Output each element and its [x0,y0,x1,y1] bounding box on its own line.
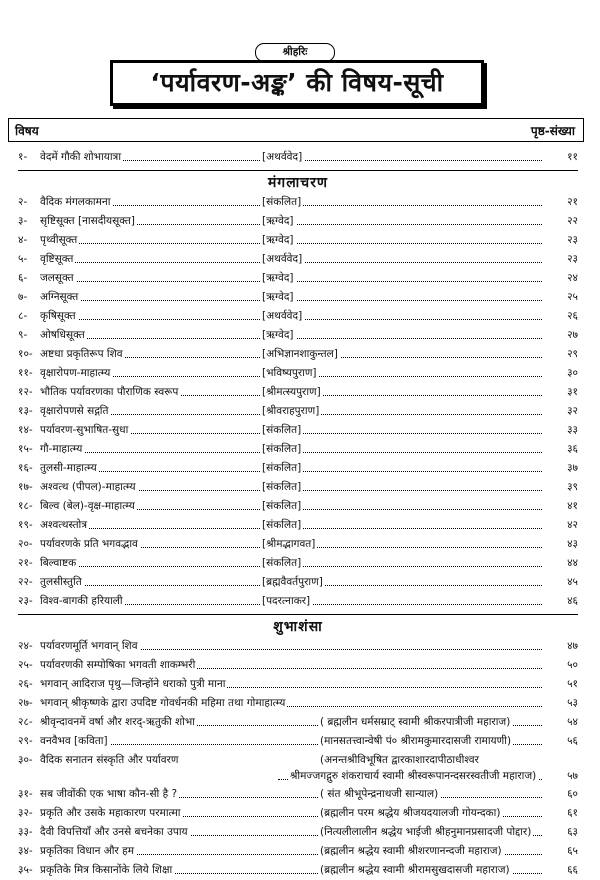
entry-page-number: ३७ [544,461,578,475]
entry-number: २२- [18,576,33,588]
toc-entry[interactable] [18,326,578,345]
entry-number: ३२- [18,807,33,819]
entry-source: [संकलित] [262,462,302,474]
entry-page-number: ३३ [544,423,578,437]
entry-title: अश्वत्थ (पीपल)-माहात्म्य [40,481,136,493]
entry-page-number: ११ [544,150,578,164]
entry-number: १५- [18,443,33,455]
entry-page-number: २३ [544,252,578,266]
toc-entry[interactable] [18,842,578,861]
entry-title: पर्यावरणकी सम्पोषिका भगवती शाकम्भरी [40,659,196,671]
entry-title: भौतिक पर्यावरणका पौराणिक स्वरूप [40,386,179,398]
entry-source: [श्रीमत्स्यपुराण] [262,386,321,398]
toc-entry[interactable] [18,713,578,732]
entry-page-number: ५६ [544,734,578,748]
toc-entry[interactable] [18,785,578,804]
entry-source: [ऋग्वेद] [262,234,294,246]
entry-title: भगवान् आदिराज पृथु—जिन्होंने धराको पुत्री माना [40,678,226,690]
column-subject-label: विषय [15,124,39,138]
entry-page-number: ३९ [544,480,578,494]
entry-title: पर्यावरणके प्रति भगवद्भाव [40,538,138,550]
entry-title: पर्यावरणमूर्ति भगवान् शिव [40,640,138,652]
page-title: ‘पर्यावरण-अङ्क’ की विषय-सूची [110,60,484,106]
entry-source: [भविष्यपुराण] [262,367,317,379]
entry-source: ( संत श्रीभूपेन्द्रनाथजी सान्याल) [320,788,439,800]
toc-entry[interactable] [18,637,578,656]
entry-page-number: ४४ [544,556,578,570]
toc-entry[interactable] [18,193,578,212]
toc-entry[interactable] [18,459,578,478]
entry-page-number: २१ [544,195,578,209]
entry-title: वनवैभव [कविता] [40,735,108,747]
entry-number: ११- [18,367,33,379]
entry-source: [संकलित] [262,500,302,512]
entry-title: वृक्षारोपण-माहात्म्य [40,367,111,379]
toc-entry[interactable] [18,861,578,880]
section-heading: मंगलाचरण [267,175,329,191]
entry-title: वेदमें गौकी शोभायात्रा [40,151,122,163]
entry-number: ९- [18,329,28,341]
toc-entry[interactable] [18,823,578,842]
entry-number: ५- [18,253,28,265]
section-heading: शुभाशंसा [273,619,323,635]
entry-page-number: २३ [544,233,578,247]
entry-source: (नित्यलीलालीन श्रद्धेय भाईजी श्रीहनुमानप्रसादजी पोद्दार) [320,826,532,838]
entry-source: [संकलित] [262,196,302,208]
entry-page-number: ५७ [544,769,578,783]
entry-page-number: ५० [544,658,578,672]
toc-entry[interactable] [18,269,578,288]
entry-number: २४- [18,640,33,652]
entry-number: १- [18,151,28,163]
entry-page-number: ३१ [544,385,578,399]
toc-entry[interactable] [18,478,578,497]
entry-number: ४- [18,234,28,246]
toc-entry[interactable] [18,250,578,269]
entry-number: ३३- [18,826,33,838]
toc-entry[interactable] [18,804,578,823]
entry-title: अष्टधा प्रकृतिरूप शिव [40,348,123,360]
entry-page-number: ५४ [544,715,578,729]
entry-source: [संकलित] [262,519,302,531]
toc-entry[interactable] [18,345,578,364]
entry-title: पर्यावरण-सुभाषित-सुधा [40,424,129,436]
entry-title: सृष्टिसूक्त [नासदीयसूक्त] [40,215,135,227]
toc-entry[interactable] [18,212,578,231]
entry-number: २६- [18,678,33,690]
toc-entry[interactable] [18,231,578,250]
section-divider [18,170,578,171]
toc-entry[interactable] [18,751,578,785]
entry-number: २५- [18,659,33,671]
entry-page-number: ४१ [544,499,578,513]
entry-page-number: २९ [544,347,578,361]
entry-source: [अभिज्ञानशाकुन्तल] [262,348,338,360]
entry-source: [ऋग्वेद] [262,272,294,284]
entry-title: वृक्षारोपणसे सद्गति [40,405,109,417]
entry-page-number: ४२ [544,518,578,532]
entry-source: [संकलित] [262,481,302,493]
entry-source-line2: श्रीमज्जगद्गुरु शंकराचार्य स्वामी श्रीस्वरूपानन्दसरस्वतीजी महाराज) [290,770,537,782]
entry-title: तुलसी-माहात्म्य [40,462,97,474]
entry-title: ओषधिसूक्त [40,329,85,341]
entry-page-number: ५१ [544,677,578,691]
entry-number: १२- [18,386,33,398]
entry-number: १९- [18,519,33,531]
entry-title: अग्निसूक्त [40,291,79,303]
toc-entry[interactable] [18,573,578,592]
toc-entry[interactable] [18,402,578,421]
entry-page-number: ६६ [544,863,578,877]
entry-title: भगवान् श्रीकृष्णके द्वारा उपदिष्ट गोवर्धनकी महिमा तथा गोमाहात्म्य [40,697,286,709]
entry-page-number: ५३ [544,696,578,710]
toc-entry[interactable] [18,592,578,611]
entry-source: [श्रीमद्भागवत] [262,538,316,550]
entry-source: ( ब्रह्मलीन धर्मसम्राट् स्वामी श्रीकरपात्रीजी महाराज) [320,716,511,728]
entry-page-number: ३६ [544,442,578,456]
toc-entry[interactable] [18,421,578,440]
toc-entry[interactable] [18,288,578,307]
entry-number: ७- [18,291,28,303]
entry-title: विश्व-बागकी हरियाली [40,595,123,607]
entry-title: वैदिक मंगलकामना [40,196,111,208]
entry-number: १६- [18,462,33,474]
entry-page-number: ६० [544,787,578,801]
entry-page-number: ६१ [544,806,578,820]
entry-number: १०- [18,348,33,360]
entry-number: ३४- [18,845,33,857]
entry-number: २०- [18,538,33,550]
toc-entry[interactable] [18,694,578,713]
entry-page-number: ६५ [544,844,578,858]
entry-title: अश्वत्थस्तोत्र [40,519,88,531]
entry-source: (अनन्तश्रीविभूषित द्वारकाशारदापीठाधीश्वर [320,754,479,766]
entry-number: २९- [18,735,33,747]
entry-source: [ऋग्वेद] [262,329,294,341]
toc-entry[interactable] [18,497,578,516]
entry-source: [संकलित] [262,424,302,436]
entry-source: [ऋग्वेद] [262,291,294,303]
entry-number: ३- [18,215,28,227]
toc-entry[interactable] [18,516,578,535]
entry-page-number: २४ [544,271,578,285]
entry-source: [संकलित] [262,443,302,455]
entry-title: सब जीवोंकी एक भाषा कौन-सी है ? [40,788,178,800]
entry-page-number: २७ [544,328,578,342]
entry-source: [ब्रह्मवैवर्तपुराण] [262,576,323,588]
toc-entry[interactable] [18,656,578,675]
toc-entry[interactable] [18,732,578,751]
entry-title: प्रकृति और उसके महाकारण परमात्मा [40,807,181,819]
entry-page-number: २६ [544,309,578,323]
entry-page-number: २२ [544,214,578,228]
entry-number: ८- [18,310,28,322]
entry-page-number: ३० [544,366,578,380]
toc-entry[interactable] [18,383,578,402]
entry-number: ६- [18,272,28,284]
entry-source: (मानसतत्त्वान्वेषी पं० श्रीरामकुमारदासजी रामायणी) [320,735,512,747]
toc-entry[interactable] [18,364,578,383]
entry-title: प्रकृतिके मित्र किसानोंके लिये शिक्षा [40,864,173,876]
entry-title: वृष्टिसूक्त [40,253,74,265]
toc-entry[interactable] [18,554,578,573]
entry-number: १४- [18,424,33,436]
entry-source: (ब्रह्मलीन श्रद्धेय स्वामी श्रीरामसुखदासजी महाराज) [320,864,510,876]
entry-source: [अथर्ववेद] [262,151,303,163]
entry-number: ३१- [18,788,33,800]
column-page-label: पृष्ठ-संख्या [530,124,575,138]
entry-source: [संकलित] [262,557,302,569]
toc-entry[interactable] [18,307,578,326]
entry-source: (ब्रह्मलीन परम श्रद्धेय श्रीजयदयालजी गोयन्दका) [320,807,501,819]
entry-page-number: ३२ [544,404,578,418]
entry-title: कृषिसूक्त [40,310,76,322]
toc-entry[interactable] [18,535,578,554]
entry-number: २३- [18,595,33,607]
entry-page-number: ४७ [544,639,578,653]
section-divider [18,614,578,615]
entry-title: जलसूक्त [40,272,74,284]
entry-title: दैवी विपत्तियाँ और उनसे बचनेका उपाय [40,826,188,838]
toc-entry[interactable] [18,148,578,167]
entry-title: बिल्व (बेल)-वृक्ष-माहात्म्य [40,500,135,512]
entry-source: [पदरत्नाकर] [262,595,311,607]
entry-source: [श्रीवराहपुराण] [262,405,320,417]
entry-number: ३०- [18,754,33,766]
entry-number: ३५- [18,864,33,876]
entry-source: (ब्रह्मलीन श्रद्धेय स्वामी श्रीशरणानन्दजी महाराज) [320,845,502,857]
entry-number: २८- [18,716,33,728]
entry-title: पृथ्वीसूक्त [40,234,78,246]
entry-number: २१- [18,557,33,569]
entry-page-number: ६३ [544,825,578,839]
entry-page-number: ४६ [544,594,578,608]
entry-number: १३- [18,405,33,417]
entry-title: बिल्वाष्टक [40,557,77,569]
toc-entry[interactable] [18,440,578,459]
entry-source: [अथर्ववेद] [262,253,303,265]
entry-number: २७- [18,697,33,709]
entry-title: गौ-माहात्म्य [40,443,83,455]
toc-list [18,148,578,880]
entry-title: प्रकृतिका विधान और हम [40,845,134,857]
entry-title: वैदिक सनातन संस्कृति और पर्यावरण [40,754,179,766]
entry-number: १७- [18,481,33,493]
entry-number: २- [18,196,28,208]
entry-source: [अथर्ववेद] [262,310,303,322]
entry-page-number: ४५ [544,575,578,589]
shri-hari-label: श्रीहरिः [255,43,335,62]
entry-title: तुलसीस्तुति [40,576,82,588]
entry-page-number: ४३ [544,537,578,551]
entry-title: श्रीवृन्दावनमें वर्षा और शरद्-ऋतुकी शोभा [40,716,195,728]
entry-page-number: २५ [544,290,578,304]
entry-number: १८- [18,500,33,512]
entry-source: [ऋग्वेद] [262,215,294,227]
column-header [8,118,584,142]
toc-entry[interactable] [18,675,578,694]
